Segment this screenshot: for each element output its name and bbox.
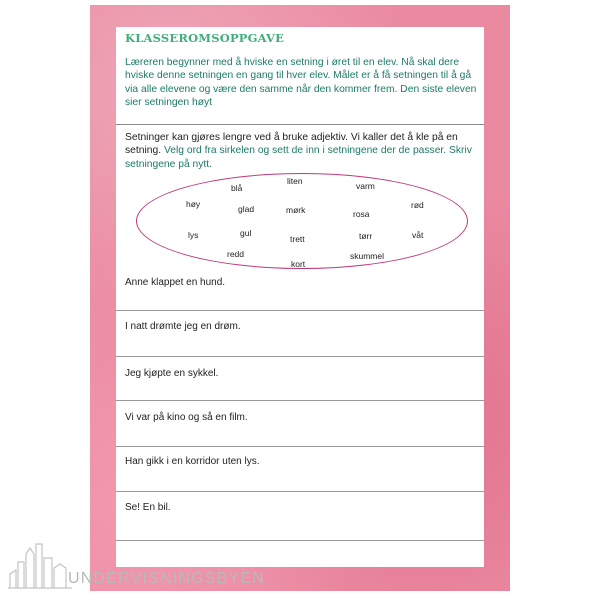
word-bla: blå [231,183,243,193]
sentence-6: Se! En bil. [125,502,171,513]
writing-line-5[interactable] [116,491,484,492]
writing-line-4[interactable] [116,446,484,447]
worksheet-title: KLASSEROMSOPPGAVE [125,31,285,45]
intro-paragraph: Læreren begynner med å hviske en setning i øret til en elev. Nå skal dere hviske denne setningen en gang til hver elev. Målet er å få setningen til å gå via alle elevene og være den samme når den kommer frem. Den siste eleven sier setningen høyt [125,57,477,109]
sentence-2: I natt drømte jeg en drøm. [125,321,241,332]
writing-line-1[interactable] [116,310,484,311]
word-trett: trett [290,234,305,244]
sentence-5: Han gikk i en korridor uten lys. [125,456,260,467]
instruction-task-text: Velg ord fra sirkelen og sett de inn i setningene der de passer. Skriv setningene på nytt. [125,145,472,170]
word-mork: mørk [286,205,306,215]
instruction-text: Setninger kan gjøres lengre ved å bruke adjektiv. Vi kaller det å kle på en setning. [125,132,458,157]
word-liten: liten [287,176,303,186]
writing-line-2[interactable] [116,356,484,357]
instruction-paragraph [125,131,477,171]
section-divider [116,124,484,125]
city-skyline-logo-icon [8,540,72,590]
word-hoy: høy [186,199,201,209]
sentence-4: Vi var på kino og så en film. [125,412,248,423]
sentence-1: Anne klappet en hund. [125,277,226,288]
word-circle [136,173,468,269]
word-gul: gul [240,228,252,238]
word-glad: glad [238,204,255,214]
writing-line-6[interactable] [116,540,484,541]
word-redd: redd [227,249,245,259]
word-torr: tørr [359,231,373,241]
word-kort: kort [291,259,306,269]
sentence-3: Jeg kjøpte en sykkel. [125,368,219,379]
word-varm: varm [356,181,375,191]
writing-line-3[interactable] [116,400,484,401]
word-lys: lys [188,230,199,240]
word-skummel: skummel [350,251,385,261]
brand-name: UNDERVISNINGSBYEN [68,570,266,587]
word-rosa: rosa [353,209,370,219]
word-rod: rød [411,200,424,210]
word-vat: våt [412,230,424,240]
